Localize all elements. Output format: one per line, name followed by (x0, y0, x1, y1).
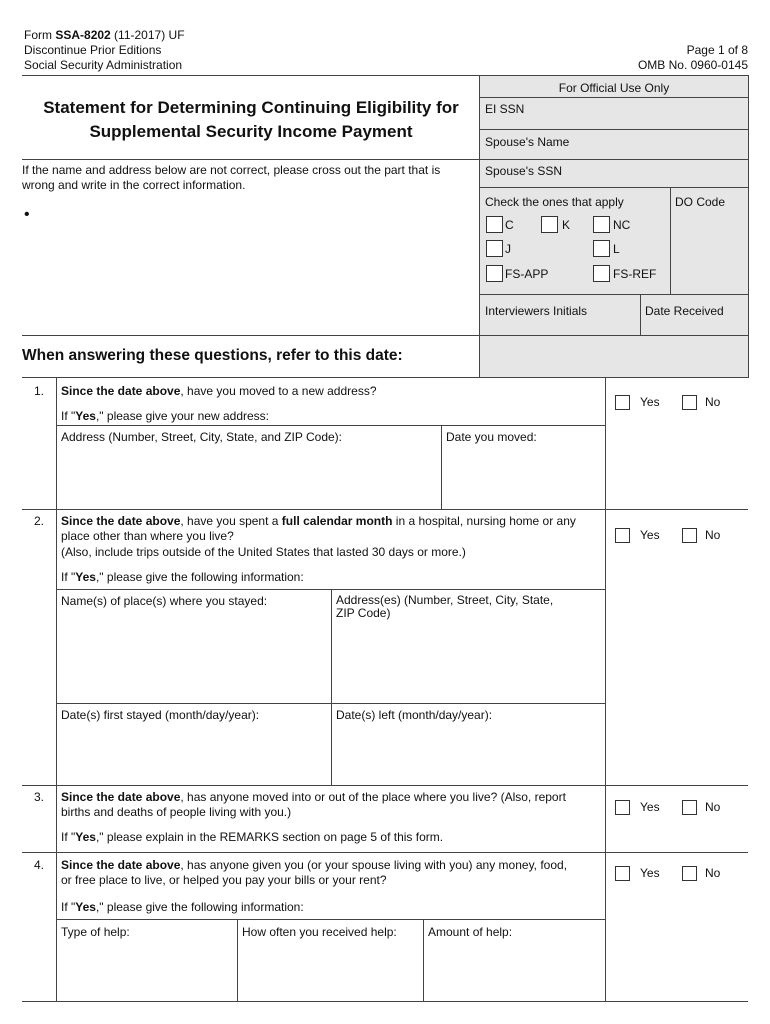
q4-type-field[interactable] (58, 942, 234, 998)
q2-address-label-line-1: Address(es) (Number, Street, City, State, (336, 593, 554, 607)
do-code-label: DO Code (675, 195, 726, 209)
q4-if-post: ," please give the following information: (95, 900, 304, 914)
q4-no-label: No (705, 866, 721, 880)
q3-text-line-2: births and deaths of people living with you.) (61, 805, 292, 819)
q4-yes-label: Yes (640, 866, 660, 880)
q2-first-stayed-label: Date(s) first stayed (month/day/year): (61, 708, 260, 722)
q2-yes-checkbox[interactable] (615, 528, 630, 543)
code-c-label: C (505, 218, 514, 232)
spouse-ssn-label: Spouse's SSN (485, 164, 562, 178)
q2-no-label: No (705, 528, 721, 542)
q1-no-label: No (705, 395, 721, 409)
q4-how-often-field[interactable] (240, 942, 420, 998)
code-j-label: J (505, 242, 511, 256)
q3-text-line-1 (61, 790, 566, 804)
agency-name: Social Security Administration (24, 58, 183, 72)
q2-text-bold: full calendar month (281, 514, 393, 528)
q2-address-label-line-2: ZIP Code) (336, 606, 391, 620)
title-rule (22, 159, 480, 160)
q2-text-b: in a hospital, nursing home or any (392, 514, 576, 528)
q2-first-stayed-field[interactable] (58, 724, 328, 782)
official-rule (480, 294, 748, 295)
q3-yes-label: Yes (640, 800, 660, 814)
q4-amount-label: Amount of help: (428, 925, 513, 939)
q1-date-field[interactable] (444, 446, 602, 506)
q2-date-left-field[interactable] (334, 724, 602, 782)
code-l-label: L (613, 242, 620, 256)
official-rule (480, 159, 748, 160)
form-id-line (24, 28, 185, 42)
q1-sub-rule (56, 425, 605, 426)
date-received-label: Date Received (645, 304, 724, 318)
q4-if-pre: If " (61, 900, 76, 914)
q1-yes-checkbox[interactable] (615, 395, 630, 410)
code-fs-ref-checkbox[interactable] (593, 265, 610, 282)
page-indicator: Page 1 of 8 (686, 43, 748, 57)
q3-if-yes (61, 830, 443, 844)
q2-yes-label: Yes (640, 528, 660, 542)
q1-address-label: Address (Number, Street, City, State, and ZIP Code): (61, 430, 343, 444)
q2-if-pre: If " (61, 570, 76, 584)
q1-number: 1. (34, 384, 45, 398)
q1-yes-label: Yes (640, 395, 660, 409)
code-fs-ref-label: FS-REF (613, 267, 657, 281)
q4-lead: Since the date above (61, 858, 181, 872)
code-j-checkbox[interactable] (486, 240, 503, 257)
check-apply-label: Check the ones that apply (485, 195, 624, 209)
discontinue-notice: Discontinue Prior Editions (24, 43, 162, 57)
q2-bottom-rule (22, 785, 748, 786)
q4-text-a: , has anyone given you (or your spouse living with you) any money, food, (180, 858, 568, 872)
q1-text (61, 384, 377, 398)
form-number: SSA-8202 (55, 28, 111, 42)
q3-bottom-rule (22, 852, 748, 853)
official-use-heading: For Official Use Only (558, 81, 670, 95)
code-nc-label: NC (613, 218, 631, 232)
code-k-checkbox[interactable] (541, 216, 558, 233)
q4-how-often-label: How often you received help: (242, 925, 397, 939)
q1-no-checkbox[interactable] (682, 395, 697, 410)
q4-if-yes (61, 900, 304, 914)
q1-address-field[interactable] (58, 446, 438, 506)
q2-dates-rule (56, 703, 605, 704)
q2-text-line-1 (61, 514, 576, 528)
q3-yes-checkbox[interactable] (615, 800, 630, 815)
ei-ssn-label: EI SSN (485, 102, 525, 116)
q1-bottom-rule (22, 509, 748, 510)
q4-sub-rule (56, 919, 605, 920)
q3-text-a: , has anyone moved into or out of the place where you live? (Also, report (180, 790, 566, 804)
code-c-checkbox[interactable] (486, 216, 503, 233)
date-received-divider (640, 294, 641, 335)
omb-number: OMB No. 0960-0145 (637, 58, 748, 72)
do-code-divider (670, 187, 671, 294)
q2-text-a: , have you spent a (180, 514, 282, 528)
q3-no-checkbox[interactable] (682, 800, 697, 815)
official-right-border (748, 75, 749, 378)
q3-if-yes-word: Yes (75, 830, 96, 844)
interviewer-initials-label: Interviewers Initials (485, 304, 588, 318)
official-rule (480, 97, 748, 98)
q2-if-yes-word: Yes (75, 570, 96, 584)
q3-lead: Since the date above (61, 790, 181, 804)
code-k-label: K (562, 218, 571, 232)
q2-lead: Since the date above (61, 514, 181, 528)
spouse-name-label: Spouse's Name (485, 135, 570, 149)
q4-divider-2 (423, 919, 424, 1001)
q2-text-line-3: (Also, include trips outside of the United States that lasted 30 days or more.) (61, 545, 466, 559)
question-number-divider (56, 377, 57, 1001)
q4-yes-checkbox[interactable] (615, 866, 630, 881)
code-l-checkbox[interactable] (593, 240, 610, 257)
q1-if-post: ," please give your new address: (95, 409, 269, 423)
q3-if-post: ," please explain in the REMARKS section on page 5 of this form. (95, 830, 444, 844)
refer-date-bottom-rule (22, 377, 748, 378)
answer-column-divider (605, 377, 606, 1001)
q4-type-label: Type of help: (61, 925, 130, 939)
address-instructions: If the name and address below are not correct, please cross out the part that is wrong and write in the correct information. (22, 163, 441, 192)
official-rule (480, 129, 748, 130)
form-date: (11-2017) UF (110, 28, 185, 42)
q4-no-checkbox[interactable] (682, 866, 697, 881)
refer-date-field[interactable] (481, 338, 747, 376)
q1-question: , have you moved to a new address? (180, 384, 377, 398)
q2-places-label: Name(s) of place(s) where you stayed: (61, 594, 268, 608)
q4-bottom-rule (22, 1001, 748, 1002)
q3-no-label: No (705, 800, 721, 814)
refer-date-top-rule (22, 335, 748, 336)
q1-if-yes-word: Yes (75, 409, 96, 423)
q2-if-post: ," please give the following information: (95, 570, 304, 584)
q2-number: 2. (34, 514, 45, 528)
code-fs-app-checkbox[interactable] (486, 265, 503, 282)
code-nc-checkbox[interactable] (593, 216, 610, 233)
q4-number: 4. (34, 858, 45, 872)
q1-lead: Since the date above (61, 384, 181, 398)
q1-if-yes (61, 409, 269, 423)
q2-if-yes (61, 570, 304, 584)
q1-date-divider (441, 425, 442, 509)
q3-if-pre: If " (61, 830, 76, 844)
form-title (22, 96, 480, 144)
q2-no-checkbox[interactable] (682, 528, 697, 543)
form-prefix: Form (24, 28, 56, 42)
q2-address-field[interactable] (334, 624, 602, 700)
q4-text-line-2: or free place to live, or helped you pay your bills or your rent? (61, 873, 387, 887)
q4-amount-field[interactable] (426, 942, 602, 998)
form-title-line-1: Statement for Determining Continuing Eligibility for (43, 98, 459, 117)
q4-if-yes-word: Yes (75, 900, 96, 914)
q1-date-moved-label: Date you moved: (446, 430, 537, 444)
address-bullet: • (24, 206, 30, 223)
q2-column-divider (331, 589, 332, 785)
q1-if-pre: If " (61, 409, 76, 423)
code-fs-app-label: FS-APP (505, 267, 549, 281)
refer-date-heading: When answering these questions, refer to this date: (22, 347, 403, 364)
q4-divider-1 (237, 919, 238, 1001)
q2-date-left-label: Date(s) left (month/day/year): (336, 708, 493, 722)
q4-text-line-1 (61, 858, 567, 872)
q2-places-field[interactable] (58, 610, 328, 700)
form-title-line-2: Supplemental Security Income Payment (89, 122, 413, 141)
q2-address-label (336, 594, 553, 620)
q2-text-line-2: place other than where you live? (61, 529, 234, 543)
q3-number: 3. (34, 790, 45, 804)
official-rule (480, 187, 748, 188)
